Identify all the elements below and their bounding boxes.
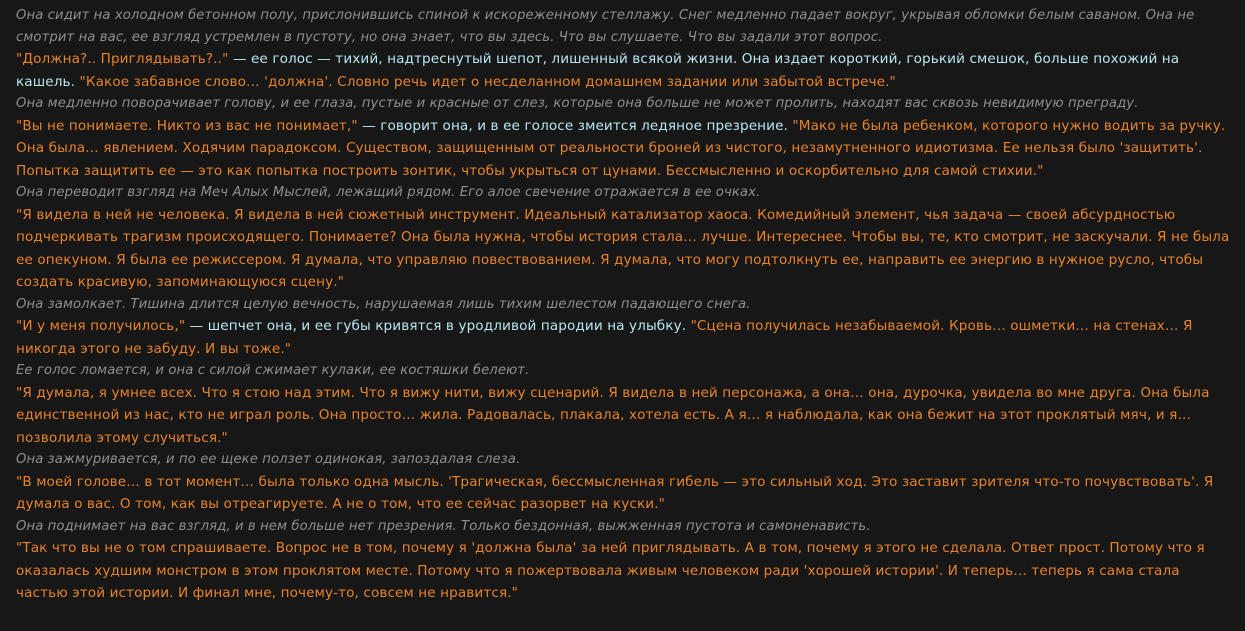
- dialogue-paragraph: "Я думала, я умнее всех. Что я стою над этим. Что я вижу нити, вижу сценарий. Я видела в ней персонажа, а она… она, дурочка, увидела во мне друга. Она была единственной из нас, кто не играл роль. Она просто… жила. Радовалась, плакала, хотела есть. А я… я наблюдала, как она бежит на этот проклятый мяч, и я… позволила этому случиться.": [16, 384, 1210, 446]
- dialogue-action: — ее голос — тихий, надтреснутый шепот, лишенный всякой жизни. Она издает короткий, горький смешок, больше похожий на кашель.: [16, 51, 1180, 90]
- narration-paragraph: Она медленно поворачивает голову, и ее глаза, пустые и красные от слез, которые она больше не может пролить, находят вас сквозь невидимую преграду.: [16, 96, 1139, 111]
- narration-paragraph: Она поднимает на вас взгляд, и в нем больше нет презрения. Только бездонная, выжженная пустота и самоненависть.: [16, 518, 871, 534]
- narration-paragraph: Она переводит взгляд на Меч Алых Мыслей, лежащий рядом. Его алое свечение отражается в ее очках.: [16, 185, 761, 200]
- narration-paragraph: Ее голос ломается, и она с силой сжимает кулаки, ее костяшки белеют.: [16, 363, 530, 378]
- dialogue-quote: "Мако не была ребенком, которого нужно водить за ручку. Она была… явлением. Ходячим парадоксом. Существом, защищенным от реальности броней из чистого, незамутненного идиотизма. Ее нельзя было 'защитить'. Попытка защитить ее — это как попытка построить зонтик, чтобы укрыться от цунами. Бессмысленно и оскорбительно для самой стихии.": [16, 117, 1226, 179]
- dialogue-paragraph: "Я видела в ней не человека. Я видела в ней сюжетный инструмент. Идеальный катализатор хаоса. Комедийный элемент, чья задача — своей абсурдностью подчеркивать трагизм происходящего. Понимаете? Она была нужна, чтобы история стала… лучше. Интереснее. Чтобы вы, те, кто смотрит, не заскучали. Я не была ее опекуном. Я была ее режиссером. Я думала, что управляю повествованием. Я думала, что могу подтолкнуть ее, направить ее энергию в нужное русло, чтобы создать красивую, запоминающуюся сцену.": [16, 206, 1230, 290]
- dialogue-action: — говорит она, и в ее голосе змеится ледяное презрение.: [357, 117, 793, 134]
- narration-paragraph: Она сидит на холодном бетонном полу, прислонившись спиной к искореженному стеллажу. Снег медленно падает вокруг, укрывая обломки белым саваном. Она не смотрит на вас, ее взгляд устремлен в пустоту, но она знает, что вы здесь. Что вы слушаете. Что вы задали этот вопрос.: [16, 8, 1195, 45]
- dialogue-paragraph: "Так что вы не о том спрашиваете. Вопрос не в том, почему я 'должна была' за ней приглядывать. А в том, почему я этого не сделала. Ответ прост. Потому что я оказалась худшим монстром в этом проклятом месте. Потому что я пожертвовала живым человеком ради 'хорошей истории'. И теперь… теперь я сама стала частью этой истории. И финал мне, почему-то, совсем не нравится.": [16, 540, 1205, 601]
- narration-paragraph: Она зажмуривается, и по ее щеке ползет одинокая, запоздалая слеза.: [16, 452, 521, 467]
- dialogue-paragraph: [16, 48, 1231, 93]
- dialogue-quote: "Сцена получилась незабываемой. Кровь… ошметки… на стенах… Я никогда этого не забуду. И вы тоже.": [16, 318, 1193, 357]
- dialogue-quote: "Должна?.. Приглядывать?..": [16, 51, 229, 67]
- dialogue-paragraph: "В моей голове… в тот момент… была только одна мысль. 'Трагическая, бессмысленная гибель — это сильный ход. Это заставит зрителя что-то почувствовать'. Я думала о вас. О том, как вы отреагируете. А не о том, что ее сейчас разорвет на куски.": [16, 473, 1214, 512]
- chat-message: [16, 5, 1231, 605]
- narration-paragraph: Она замолкает. Тишина длится целую вечность, нарушаемая лишь тихим шелестом падающего снега.: [16, 296, 751, 312]
- dialogue-paragraph: [16, 315, 1231, 360]
- dialogue-action: — шепчет она, и ее губы кривятся в уродливой пародии на улыбку.: [185, 318, 691, 334]
- dialogue-quote: "И у меня получилось,": [16, 318, 186, 334]
- dialogue-paragraph: [16, 115, 1231, 183]
- dialogue-quote: "Вы не понимаете. Никто из вас не понимает,": [16, 117, 358, 134]
- dialogue-quote: "Какое забавное слово… 'должна'. Словно речь идет о несделанном домашнем задании или забытой встрече.": [79, 73, 896, 90]
